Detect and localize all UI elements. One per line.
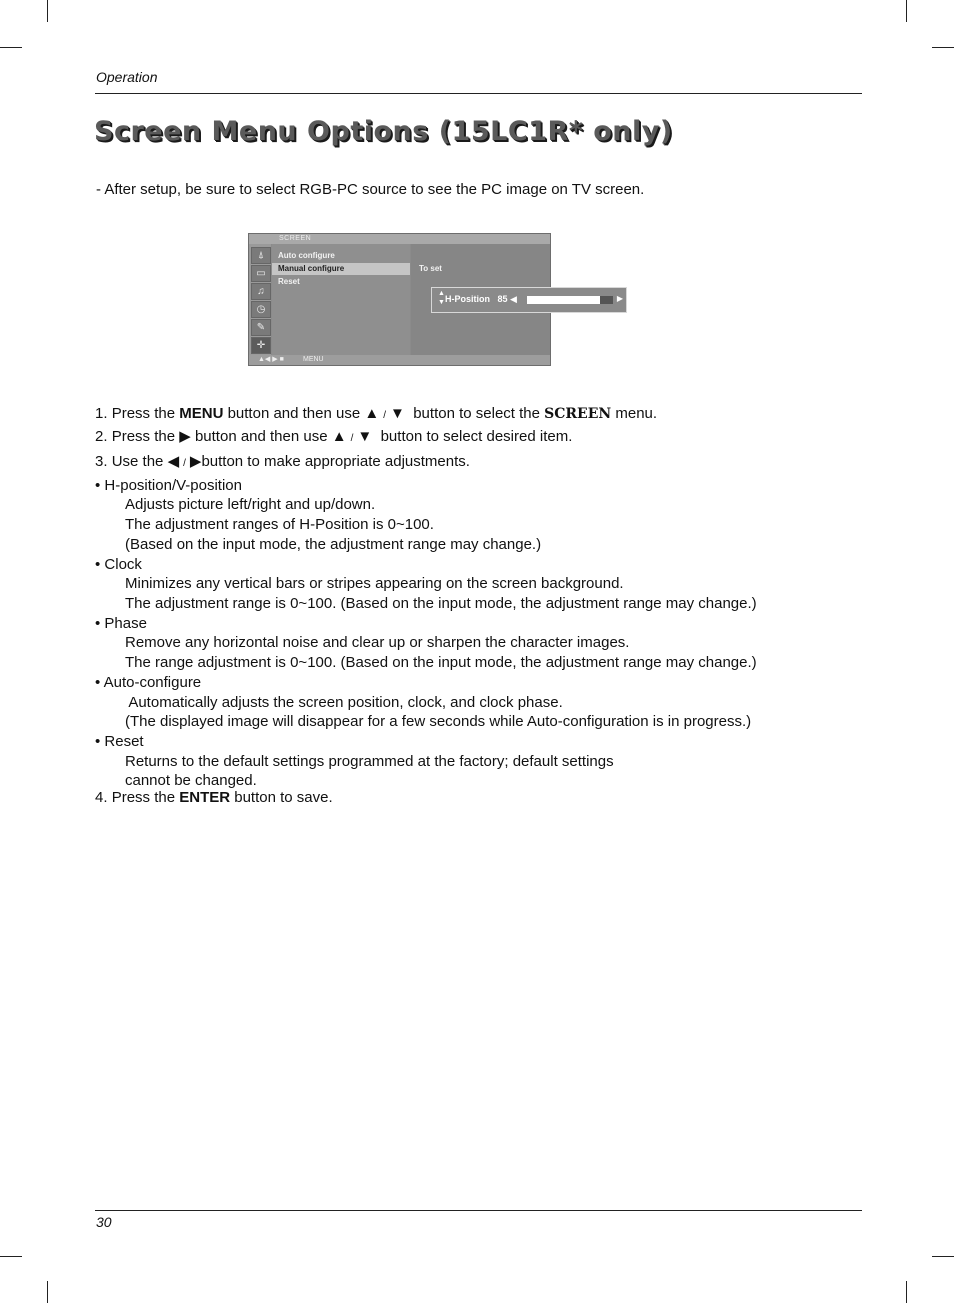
picture-icon: ▭ bbox=[251, 265, 271, 282]
step-number: 2. bbox=[95, 428, 108, 445]
clock-icon: ◷ bbox=[251, 301, 271, 318]
osd-nav-bar bbox=[249, 355, 550, 365]
item-auto-configure-desc: (The displayed image will disappear for a few seconds while Auto-configuration is in progress.) bbox=[125, 713, 752, 730]
page-number: 30 bbox=[96, 1214, 112, 1230]
screen-icon: ✛ bbox=[251, 337, 271, 354]
slider-track bbox=[527, 296, 613, 304]
item-h-position-desc: (Based on the input mode, the adjustment range may change.) bbox=[125, 536, 542, 553]
step-text: Press the bbox=[111, 428, 176, 445]
right-arrow-icon: ▶ bbox=[616, 294, 623, 303]
up-triangle-icon: ▲ bbox=[331, 428, 347, 445]
item-h-position-desc: Adjusts picture left/right and up/down. bbox=[125, 496, 376, 513]
crop-mark bbox=[906, 1281, 907, 1303]
slider-value: 85 bbox=[497, 294, 508, 304]
item-reset-desc: Returns to the default settings programmed at the factory; default settings bbox=[125, 753, 614, 770]
osd-icon-column bbox=[249, 244, 271, 355]
step-number: 1. bbox=[95, 405, 108, 422]
sound-icon: ♫ bbox=[251, 283, 271, 300]
left-triangle-icon: ◀ bbox=[167, 453, 180, 470]
crop-mark bbox=[0, 47, 22, 48]
slider-label: H-Position bbox=[445, 294, 490, 304]
step-text: button and then use bbox=[227, 405, 361, 422]
down-triangle-icon: ▼ bbox=[357, 428, 373, 445]
step-text: button to make appropriate adjustments. bbox=[201, 453, 470, 470]
step-number: 4. bbox=[95, 789, 108, 806]
item-phase-desc: Remove any horizontal noise and clear up or sharpen the character images. bbox=[125, 634, 630, 651]
item-clock-desc: Minimizes any vertical bars or stripes appearing on the screen background. bbox=[125, 575, 624, 592]
step-2: 2. Press the ▶ button and then use ▲ / ▼ button to select desired item. bbox=[95, 428, 573, 445]
osd-item-manual-configure: Manual configure bbox=[272, 263, 410, 275]
item-clock-desc: The adjustment range is 0~100. (Based on the input mode, the adjustment range may change.) bbox=[125, 595, 757, 612]
left-arrow-icon: ◀ bbox=[510, 294, 517, 304]
osd-item-auto-configure: Auto configure bbox=[278, 251, 335, 260]
menu-key: MENU bbox=[179, 405, 224, 422]
osd-footer-menu: MENU bbox=[303, 356, 324, 363]
crop-mark bbox=[47, 1281, 48, 1303]
step-1: 1. Press the MENU button and then use ▲ / ▼ button to select the SCREEN menu. bbox=[95, 405, 658, 422]
section-label: Operation bbox=[96, 69, 158, 85]
osd-item-reset: Reset bbox=[278, 277, 300, 286]
item-auto-configure-desc: Automatically adjusts the screen position, clock, and clock phase. bbox=[125, 694, 563, 711]
step-text: button to select desired item. bbox=[380, 428, 573, 445]
crop-mark bbox=[47, 0, 48, 22]
enter-key: ENTER bbox=[179, 789, 231, 806]
step-number: 3. bbox=[95, 453, 108, 470]
header-rule bbox=[95, 93, 862, 94]
intro-text: - After setup, be sure to select RGB-PC source to see the PC image on TV screen. bbox=[96, 181, 645, 198]
screen-menu-name: SCREEN bbox=[544, 406, 612, 422]
step-text: Press the bbox=[111, 405, 176, 422]
item-h-position-title: • H-position/V-position bbox=[95, 477, 242, 494]
footer-rule bbox=[95, 1210, 862, 1211]
page-title: Screen Menu Options (15LC1R* only) bbox=[94, 116, 673, 147]
down-triangle-icon: ▼ bbox=[390, 405, 405, 422]
nav-arrows-icon: ▲◀ ▶ ■ bbox=[258, 356, 284, 363]
item-reset-desc: cannot be changed. bbox=[125, 772, 257, 789]
step-4 bbox=[95, 788, 333, 808]
osd-hint: To set bbox=[419, 264, 442, 273]
osd-item-list bbox=[272, 244, 410, 355]
right-triangle-icon: ▶ bbox=[179, 428, 191, 445]
item-clock-title: • Clock bbox=[95, 556, 142, 573]
slider-fill bbox=[527, 296, 600, 304]
step-3: 3. Use the ◀ / ▶button to make appropriate adjustments. bbox=[95, 453, 470, 470]
item-phase-desc: The range adjustment is 0~100. (Based on the input mode, the adjustment range may change.) bbox=[125, 654, 757, 671]
up-triangle-icon: ▲ bbox=[364, 405, 380, 422]
crop-mark bbox=[906, 0, 907, 22]
crop-mark bbox=[932, 1256, 954, 1257]
crop-mark bbox=[0, 1256, 22, 1257]
right-triangle-icon: ▶ bbox=[189, 453, 202, 470]
slider-label-row bbox=[445, 294, 517, 305]
osd-title-bar bbox=[249, 234, 550, 244]
up-down-arrows-icon: ▲ ▼ bbox=[438, 290, 445, 306]
step-text: button and then use bbox=[194, 428, 328, 445]
step-text: Press the bbox=[111, 789, 176, 806]
step-text: menu. bbox=[615, 405, 658, 422]
h-position-slider-popup bbox=[431, 287, 627, 313]
antenna-icon: ⍋ bbox=[251, 247, 271, 264]
item-reset-title: • Reset bbox=[95, 733, 144, 750]
item-phase-title: • Phase bbox=[95, 615, 147, 632]
crop-mark bbox=[932, 47, 954, 48]
item-h-position-desc: The adjustment ranges of H-Position is 0~100. bbox=[125, 516, 434, 533]
option-icon: ✎ bbox=[251, 319, 271, 336]
step-text: Use the bbox=[111, 453, 164, 470]
item-auto-configure-title: • Auto-configure bbox=[95, 674, 202, 691]
step-text: button to select the bbox=[413, 405, 540, 422]
osd-menu-title: SCREEN bbox=[279, 235, 312, 242]
step-text: button to save. bbox=[234, 789, 333, 806]
